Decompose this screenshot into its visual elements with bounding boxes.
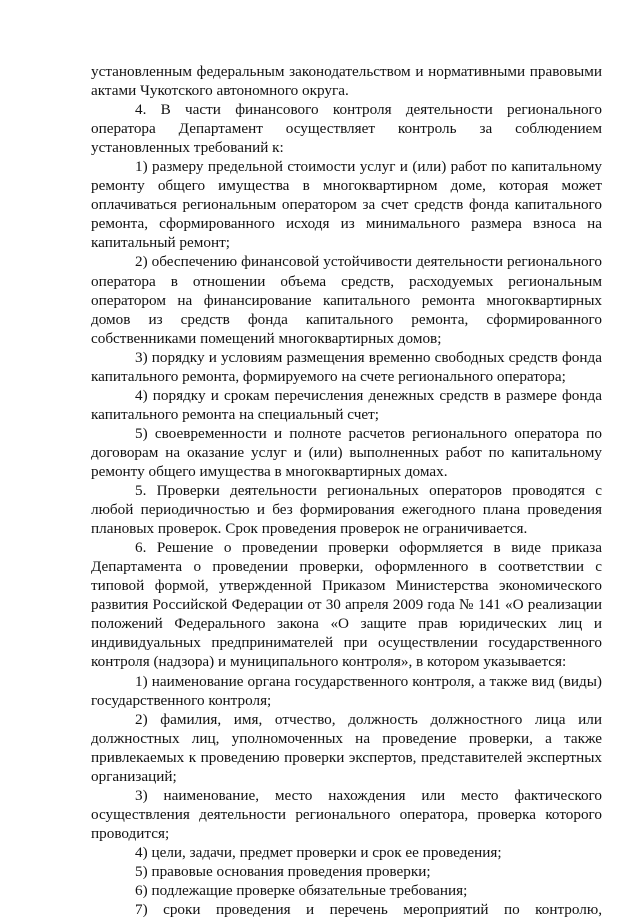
list-item-6-1: 1) наименование органа государственного контроля, а также вид (виды) государственного контроля; [91,672,602,709]
document-page [91,62,602,919]
list-item-6-3: 3) наименование, место нахождения или место фактического осуществления деятельности регионального оператора, проверка которого проводится; [91,786,602,842]
paragraph-clause-4: 4. В части финансового контроля деятельности регионального оператора Департамент осуществляет контроль за соблюдением установленных требований к: [91,101,602,157]
list-item-4-2: 2) обеспечению финансовой устойчивости деятельности регионального оператора в отношении объема средств, расходуемых региональным оператором на финансирование капитального ремонта многоквартирных домов из средств фонда капитального ремонта, сформированного собственниками помещений многоквартирных домов; [91,253,602,347]
list-item-6-4: 4) цели, задачи, предмет проверки и срок ее проведения; [135,843,502,861]
list-item-6-7: 7) сроки проведения и перечень мероприятий по контролю, [135,901,602,919]
list-item-6-5: 5) правовые основания проведения проверки; [135,862,431,880]
list-item-4-3: 3) порядку и условиям размещения временно свободных средств фонда капитального ремонта, формируемого на счете регионального оператора; [91,348,602,385]
list-item-6-2: 2) фамилия, имя, отчество, должность должностного лица или должностных лиц, уполномоченных на проведение проверки, а также привлекаемых к проведению проверки экспертов, представителей экспертных организаций; [91,710,602,785]
paragraph-clause-5: 5. Проверки деятельности региональных операторов проводятся с любой периодичностью и без формирования ежегодного плана проведения плановых проверок. Срок проведения проверок не ограничивается. [91,482,602,538]
paragraph-continuation: установленным федеральным законодательством и нормативными правовыми актами Чукотского автономного округа. [91,63,602,100]
list-item-6-6: 6) подлежащие проверке обязательные требования; [135,882,468,900]
paragraph-clause-6: 6. Решение о проведении проверки оформляется в виде приказа Департамента о проведении проверки, оформленного в соответствии с типовой формой, утвержденной Приказом Министерства экономического развития Российской Федерации от 30 апреля 2009 года № 141 «О реализации положений Федерального закона «О защите прав юридических лиц и индивидуальных предпринимателей при осуществлении государственного контроля (надзора) и муниципального контроля», в котором указывается: [91,539,602,671]
list-item-4-1: 1) размеру предельной стоимости услуг и (или) работ по капитальному ремонту общего имущества в многоквартирном доме, которая может оплачиваться региональным оператором за счет средств фонда капитального ремонта, сформированного исходя из минимального размера взноса на капитальный ремонт; [91,158,602,252]
list-item-4-4: 4) порядку и срокам перечисления денежных средств в размере фонда капитального ремонта на специальный счет; [91,386,602,423]
list-item-4-5: 5) своевременности и полноте расчетов регионального оператора по договорам на оказание услуг и (или) выполненных работ по капитальному ремонту общего имущества в многоквартирных домах. [91,424,602,480]
